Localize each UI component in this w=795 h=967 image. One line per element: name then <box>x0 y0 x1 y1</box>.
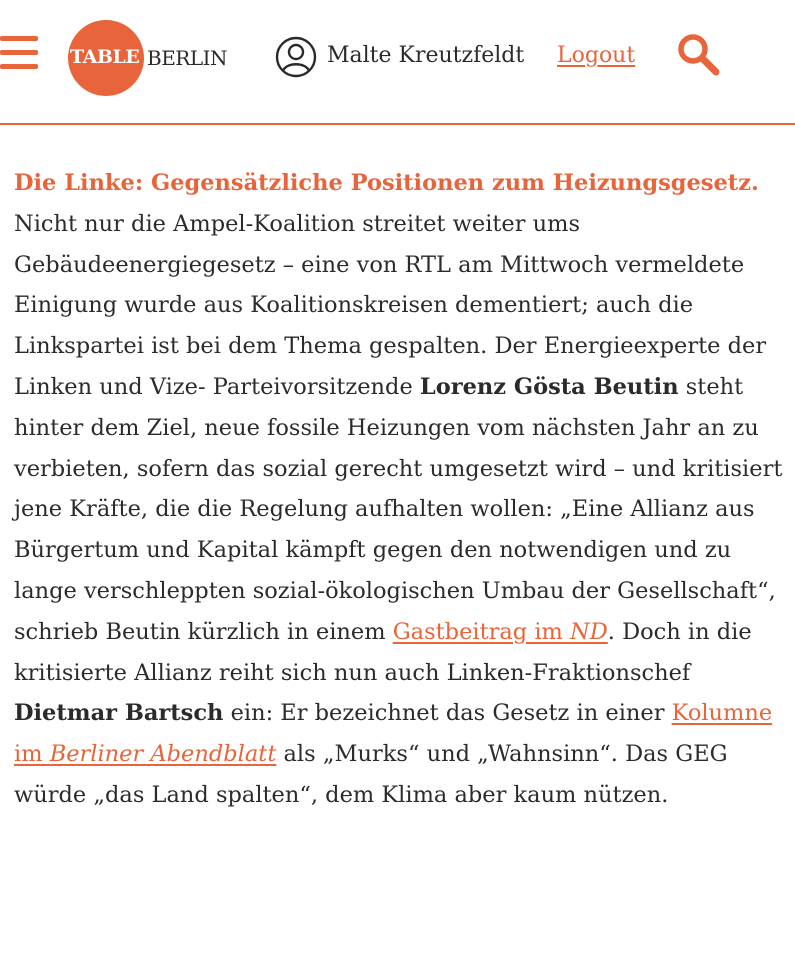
article-text: als „Murks“ und „Wahnsinn“. Das GEG würde „das Land spalten“, dem Klima aber kaum nützen. <box>14 741 728 808</box>
link-text: Kolumne im <box>14 700 773 768</box>
person-name: Dietmar Bartsch <box>14 700 224 727</box>
gastbeitrag-link[interactable] <box>393 619 608 645</box>
user-icon[interactable] <box>275 36 317 78</box>
logout-link[interactable]: Logout <box>557 43 636 68</box>
person-name: Lorenz Gösta Beutin <box>419 373 679 400</box>
article-text: Nicht nur die Ampel-Koalition streitet weiter ums Gebäudeenergiegesetz – eine von RTL am Mittwoch vermeldete Einigung wurde aus Koalitionskreisen dementiert; auch die Linkspartei ist bei dem Thema gespalten. Der Energieexperte der Linken und Vize- Parteivorsitzende <box>14 210 767 400</box>
menu-icon[interactable] <box>0 36 40 70</box>
article-body <box>14 163 784 816</box>
search-icon[interactable] <box>676 32 720 76</box>
link-italic: Berliner Abendblatt <box>49 741 277 768</box>
article-text: ein: Er bezeichnet das Gesetz in einer <box>223 700 672 727</box>
article-text: steht hinter dem Ziel, neue fossile Heizungen vom nächsten Jahr an zu verbieten, sofern das sozial gerecht umgesetzt wird – und kritisiert jene Kräfte, die die Regelung aufhalten wollen: „Eine Allianz aus Bürgertum und Kapital kämpft gegen den notwendigen und zu lange verschleppten sozial-ökologischen Umbau der Gesellschaft“, schrieb Beutin kürzlich in einem <box>14 373 783 645</box>
header-divider <box>0 123 795 125</box>
article-text: . Doch in die kritisierte Allianz reiht sich nun auch Linken-Fraktionschef <box>14 618 752 686</box>
article-paragraph <box>14 163 784 816</box>
link-text: Gastbeitrag im <box>392 618 571 645</box>
table-berlin-logo[interactable] <box>68 20 238 96</box>
link-italic: ND <box>570 618 608 645</box>
logo-table-text: TABLE <box>70 46 140 68</box>
site-header <box>0 0 795 124</box>
user-name[interactable]: Malte Kreutzfeldt <box>327 43 525 68</box>
article-lead: Die Linke: Gegensätzliche Positionen zum Heizungsgesetz. <box>14 170 759 196</box>
logo-berlin-text: BERLIN <box>147 46 228 70</box>
